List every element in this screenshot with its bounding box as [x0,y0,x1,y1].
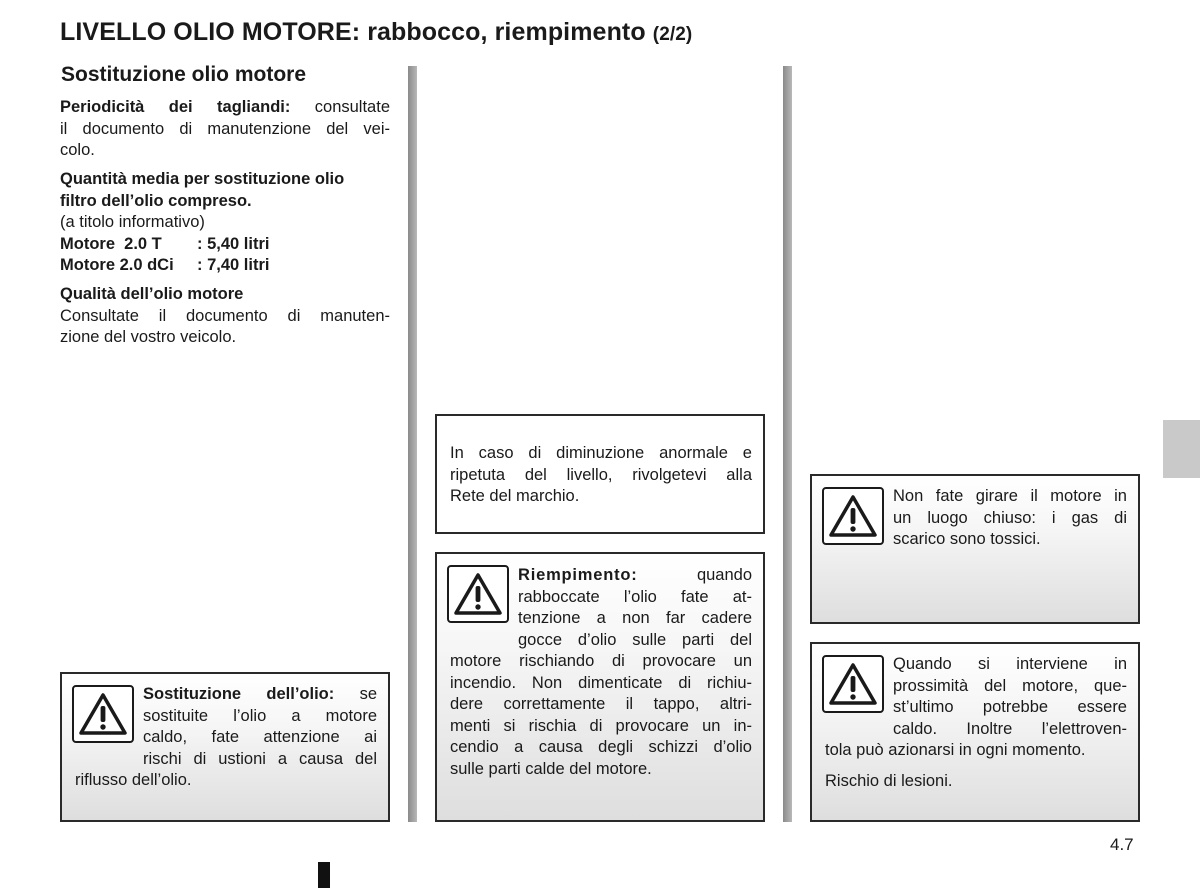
warning-first-word: quando [696,566,752,584]
quality-line: zione del vostro veicolo. [60,328,237,346]
periodicity-line: il documento di manutenzione del vei- [60,119,390,138]
quality-line: Consultate il documento di manuten- [60,306,390,325]
info-line: In caso di diminuzione anormale e [450,444,752,462]
chapter-tab [1163,420,1200,478]
quantity-heading: filtro dell’olio compreso. [60,191,252,210]
warning-line: tenzione a non far cadere [518,609,752,627]
page-number: 4.7 [1110,835,1134,854]
warning-line: cendio a causa degli schizzi d’olio [450,738,752,756]
warning-line: caldo. Inoltre l’elettroven- [893,719,1127,738]
warning-line: dere correttamente il tappo, altri- [450,695,752,713]
page-title [60,18,692,47]
engine-row [60,234,390,256]
info-line: ripetuta del livello, rivolgetevi alla [450,465,752,484]
warning-line: menti si rischia di provocare un in- [450,716,752,735]
warning-box-filling [435,552,765,822]
warning-line: prossimità del motore, que- [893,676,1127,695]
section-title: Sostituzione olio motore [61,63,306,86]
periodicity-paragraph [60,97,390,162]
warning-line: caldo, fate attenzione ai [143,728,377,746]
warning-line: incendio. Non dimenticate di richiu- [450,673,752,692]
title-part: (2/2) [652,24,693,45]
engine-row [60,255,390,277]
warning-box-exhaust [810,474,1140,624]
warning-line: Non fate girare il motore in [893,487,1127,505]
crop-mark [318,862,330,888]
quantity-note: (a titolo informativo) [60,213,205,231]
engine-name: Motore 2.0 dCi [60,256,174,274]
engine-value: : 5,40 litri [197,234,270,253]
warning-triangle-icon [822,655,884,713]
title-main: LIVELLO OLIO MOTORE: rabbocco, riempimento [60,18,646,46]
quality-heading: Qualità dell’olio motore [60,285,244,303]
warning-triangle-icon [447,565,509,623]
warning-line: Quando si interviene in [893,655,1127,673]
warning-line: sulle parti calde del motore. [450,759,652,778]
column-divider-left [408,66,417,822]
warning-last-line: riflusso dell’olio. [75,771,192,789]
warning-line: motore rischiando di provocare un [450,652,752,670]
periodicity-label: Periodicità dei tagliandi: [60,98,291,116]
warning-line: rabboccate l’olio fate at- [518,587,752,606]
warning-triangle-icon [822,487,884,545]
periodicity-text-first: consultate [314,98,390,116]
warning-line: tola può azionarsi in ogni momento. [825,741,1086,759]
periodicity-line: colo. [60,141,95,159]
warning-line: st’ultimo potrebbe essere [893,698,1127,716]
engine-value: : 7,40 litri [197,256,270,274]
engine-name: Motore 2.0 T [60,234,162,253]
warning-extra: Rischio di lesioni. [825,772,953,790]
warning-first-word: se [359,685,377,703]
quantity-paragraph [60,169,390,277]
warning-box-oil-change [60,672,390,822]
warning-label: Sostituzione dell’olio: [143,685,335,703]
quality-paragraph [60,284,390,349]
warning-line: scarico sono tossici. [893,530,1041,548]
quantity-heading: Quantità media per sostituzione olio [60,170,345,188]
warning-line: un luogo chiuso: i gas di [893,508,1127,527]
warning-line: gocce d’olio sulle parti del [518,630,752,649]
warning-triangle-icon [72,685,134,743]
info-box-oil-level [435,414,765,534]
warning-label: Riempimento: [518,566,638,584]
column-divider-right [783,66,792,822]
warning-line: sostituite l’olio a motore [143,706,377,725]
info-line: Rete del marchio. [450,487,580,505]
warning-line: rischi di ustioni a causa del [143,749,377,768]
warning-box-engine-hot [810,642,1140,822]
